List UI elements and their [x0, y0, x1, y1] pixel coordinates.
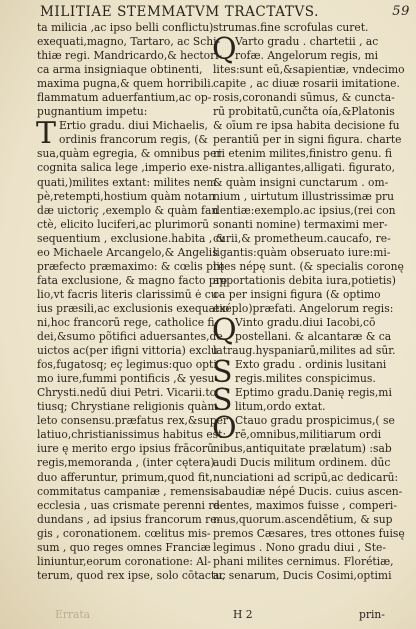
left-column-line: fata exclusione, & magno facto prę — [37, 273, 228, 287]
drop-capital: S — [212, 383, 233, 419]
left-column-line: dundans , ad ipsius francorum re- — [37, 512, 221, 526]
running-title: MILITIAE STEMMATVM TRACTATVS. — [40, 4, 320, 20]
left-column — [36, 21, 230, 583]
left-column-line: ctè, elicito luciferi,ac plurimorū — [37, 217, 209, 231]
left-column-line: mo iure,fummi pontificis ,& yesu — [37, 372, 215, 386]
right-column-line: nistra.alligantes,alligati. figurato, — [213, 161, 395, 175]
page-footer — [37, 608, 391, 622]
right-column-line: rū probitatū,cunčta oía,&Platonis — [213, 105, 395, 119]
right-column-line: rii etenim milites,finistro genu. fi — [213, 147, 393, 161]
right-column-line: premos Cæsares, tres ottones fuisę — [213, 526, 405, 540]
right-column-line: capite , ac diuæ rosarii imitatione. — [213, 77, 400, 91]
left-column-line: leto consensu.præfatus rex,&super — [37, 414, 229, 428]
left-column-line: terum, quod rex ipse, solo cōtactu, — [37, 568, 226, 582]
right-column-line: mus,quorum.ascendētium, & sup — [213, 512, 393, 526]
right-column-line: dentiæ:exemplo.ac ipsius,(rei con — [213, 203, 396, 217]
drop-capital: O — [212, 411, 237, 447]
left-column-line: fos,fugatosq; eç legimus:quo opti — [37, 358, 217, 372]
left-column-line: lio,vt facris literis clarissimū ė cu- — [37, 287, 222, 301]
folio-number: 59 — [392, 4, 410, 19]
right-column-line: & quàm insigni cunctarum . om- — [213, 175, 389, 189]
left-column-line: tiusq; Chrystiane religionis quàm — [37, 400, 218, 414]
right-column-line: ac senarum, Ducis Cosimi,optimi — [213, 568, 392, 582]
right-column-line: perantiū per in signi figura. charte — [213, 133, 402, 147]
right-column-line: nium , uirtutum illustrissimæ pru — [213, 189, 395, 203]
left-column-line: iure ę merito ergo ipsius frācorū — [37, 442, 214, 456]
left-column-line: ca arma insigniaque obtinenti, — [37, 63, 203, 77]
signature-mark: H 2 — [233, 608, 253, 621]
right-column-line: apportationis debita iura,potietis) — [213, 273, 396, 287]
left-column-line: pugnantium impetu: — [37, 105, 148, 119]
drop-capital: T — [36, 116, 57, 152]
right-column-line: postellani. & alcantaræ & ca — [235, 330, 392, 344]
left-column-line: ordinis francorum regis, (& — [59, 133, 208, 147]
right-column-line: & oīum re ipsa habita decisione fu — [213, 119, 400, 133]
left-column-line: flammatum aduerfantium,ac op- — [37, 91, 212, 105]
right-column-line: latraug.hyspaniarū,milites ad sūr. — [213, 344, 396, 358]
right-column-line: litum,ordo extat. — [235, 400, 326, 414]
right-column-line: strumas.fine scrofulas curet. — [213, 21, 369, 34]
left-column-line: pè,retempti,hostium quàm notan — [37, 189, 216, 203]
left-column-line: exequati,magno, Tartaro, ac Schi- — [37, 35, 221, 49]
left-column-line: uictos ac(per ifigni vittoria) exclu — [37, 344, 218, 358]
left-column-line: regis,memoranda , (inter cętera) — [37, 456, 215, 470]
left-column-line: maxima pugna,& quem horribili. — [37, 77, 215, 91]
right-column-line: legimus . Nono gradu diui , Ste- — [213, 540, 386, 554]
right-column-line: regis.milites conspicimus. — [235, 372, 376, 386]
right-column-line: dentes, maximos fuisse , comperi- — [213, 498, 397, 512]
left-column-line: duo afferuntur, primum,quod fit, — [37, 470, 213, 484]
left-column-line: thiæ regi. Mandricardo,& hectori- — [37, 49, 223, 63]
left-column-line: ius præsili,ac exclusionis exequatio — [37, 301, 230, 315]
left-column-line: præfecto præmaximo: & cœlis prę — [37, 259, 225, 273]
left-column-line: dei,&sumo põtifici aduersantes,de — [37, 330, 223, 344]
right-column-line: nibus,antiquitate prælatum) :sab — [213, 442, 392, 456]
drop-capital: Q — [212, 32, 237, 68]
right-column-line: nunciationi ad scripū,ac dedicarū: — [213, 470, 399, 484]
left-column-line: cognita salica lege ,imperio exe- — [37, 161, 213, 175]
right-column — [212, 21, 405, 583]
left-column-line: Ertio gradu. diui Michaelis, — [59, 119, 208, 133]
right-column-line: lites:sunt eū,&sapientiæ, vndecimo — [213, 63, 405, 77]
left-column-line: ni,hoc francorū rege, catholice fi- — [37, 315, 219, 329]
right-column-line: Varto gradu . chartetii , ac — [235, 35, 379, 49]
right-column-line: lites népę sunt. (& specialis coronę — [213, 259, 404, 273]
right-column-line: rē,omnibus,militiarum ordi — [235, 428, 382, 442]
right-column-line: rofæ. Angelorum regis, mi — [235, 49, 379, 63]
left-column-line: sequentium , exclusione.habita , & — [37, 231, 226, 245]
left-column-line: liniuntur,eorum coronatione: Al- — [37, 554, 212, 568]
left-column-line: sua,quàm egregia, & omnibus per — [37, 147, 222, 161]
catchword: prin- — [359, 608, 385, 621]
left-column-line: latiuo,christianissimus habitus est: — [37, 428, 227, 442]
right-column-line: ca per insigni figura (& optimo — [213, 287, 381, 301]
right-column-line: ligantis:quàm obseruato iure:mi- — [213, 245, 391, 259]
left-column-line: commitatus campaniæ , remensi — [37, 484, 214, 498]
right-column-line: Vinto gradu.diui Iacobi,cō — [235, 315, 376, 329]
right-column-line: Exto gradu . ordinis lusitani — [235, 358, 387, 372]
right-column-line: curii,& prometheum.caucafo, re- — [213, 231, 391, 245]
right-column-line: Ctauo gradu prospicimus,( se — [235, 414, 395, 428]
left-column-line: gis , coronationem. cœlitus mis- — [37, 526, 211, 540]
left-column-line: ta milicia ,ac ipso belli conflictu) — [37, 21, 214, 34]
left-column-line: dæ uictoriç ,exemplo & quàm fan — [37, 203, 219, 217]
left-column-line: eo Michaele Arcangelo,& Angelis — [37, 245, 218, 259]
right-column-line: Eptimo gradu.Danię regis,mi — [235, 386, 392, 400]
left-column-line: quati,)milites extant: milites nem — [37, 175, 217, 189]
left-column-line: ecclesia , uas crismate perenni re- — [37, 498, 224, 512]
right-column-line: sonanti nomine) termaximi mer- — [213, 217, 388, 231]
right-column-line: audi Ducis militum ordinem. dūc — [213, 456, 391, 470]
right-column-line: sabaudiæ népé Ducis. cuius ascen- — [213, 484, 403, 498]
left-column-line: sum , quo reges omnes Franciæ — [37, 540, 211, 554]
drop-capital: S — [212, 355, 233, 391]
faint-bleed-text: Errata — [55, 608, 91, 621]
right-column-line: rosis,coronandi sūmus, & cuncta- — [213, 91, 395, 105]
left-column-line: Chrysti.nedū diui Petri. Vicarii.to — [37, 386, 217, 400]
right-column-line: phani milites cernimus. Florétiæ, — [213, 554, 394, 568]
right-column-line: exéplo)præfati. Angelorum regis: — [213, 301, 394, 315]
drop-capital: Q — [212, 313, 237, 349]
